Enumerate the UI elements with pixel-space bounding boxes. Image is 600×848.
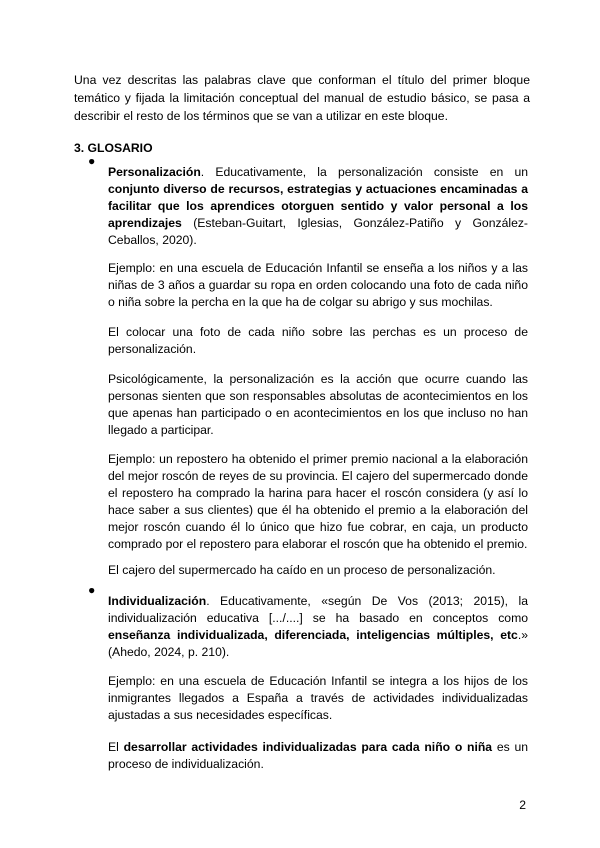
conclusion-paragraph: El cajero del supermercado ha caído en un proceso de personalización. <box>108 563 496 578</box>
conclusion-emphasis: desarrollar actividades individualizadas para cada niño o niña <box>123 740 493 755</box>
definition-lead: . Educativamente, «según De Vos (2013; 2015), la individualización educativa [.../....] se ha basado en conceptos como <box>108 594 528 626</box>
definition-citation: .» (Ahedo, 2024, p. 210). <box>108 628 528 660</box>
intro-paragraph: Una vez descritas las palabras clave que conforman el título del primer bloque temático y fijada la limitación conceptual del manual de estudio básico, se pasa a describir el resto de los términos que se van a utilizar en este bloque. <box>74 73 530 123</box>
conclusion-lead: El <box>108 740 124 755</box>
definition-emphasis: conjunto diverso de recursos, estrategias y actuaciones encaminadas a facilitar que los aprendices otorguen sentido y valor personal a los aprendizajes <box>108 182 528 231</box>
example-paragraph-2: Ejemplo: un repostero ha obtenido el primer premio nacional a la elaboración del mejor roscón de reyes de su provincia. El cajero del supermercado donde el repostero ha comprado la harina para hacer el roscón considera (y así lo hace saber a sus clientes) que él ha obtenido el premio a la elaboración del mejor roscón cuando él lo único que hizo fue cobrar, en caja, un producto comprado por el repostero para elaborar el roscón que ha obtenido el premio. <box>108 452 528 552</box>
definition-individualizacion <box>108 593 528 661</box>
definition-citation: (Esteban-Guitart, Iglesias, González-Patiño y González-Ceballos, 2020). <box>108 216 528 248</box>
conclusion-paragraph <box>108 739 528 773</box>
definition-personalizacion <box>108 164 528 249</box>
psychological-definition-paragraph: Psicológicamente, la personalización es la acción que ocurre cuando las personas sienten que son responsables absolutas de acontecimientos en los que apenas han participado o en acontecimientos en los que incluso no han llegado a participar. <box>108 372 528 438</box>
bullet-icon: ● <box>88 154 96 168</box>
term-title: Personalización <box>108 165 201 180</box>
page-number: 2 <box>519 798 526 812</box>
conclusion-tail: es un proceso de individualización. <box>108 740 528 772</box>
definition-emphasis: enseñanza individualizada, diferenciada, inteligencias múltiples, etc <box>108 628 518 643</box>
term-title: Individualización <box>108 594 207 609</box>
example-paragraph: Ejemplo: en una escuela de Educación Infantil se integra a los hijos de los inmigrantes llegados a España a través de actividades individualizadas ajustadas a sus necesidades específicas. <box>108 674 528 723</box>
definition-lead: . Educativamente, la personalización consiste en un <box>200 165 528 180</box>
example-paragraph: Ejemplo: en una escuela de Educación Infantil se enseña a los niños y a las niñas de 3 años a guardar su ropa en orden colocando una foto de cada niño o niña sobre la percha en la que ha de colgar su abrigo y sus mochilas. <box>108 261 528 310</box>
bullet-icon: ● <box>88 583 96 597</box>
explanation-paragraph: El colocar una foto de cada niño sobre las perchas es un proceso de personalización. <box>108 325 528 357</box>
section-heading: 3. GLOSARIO <box>74 141 153 155</box>
